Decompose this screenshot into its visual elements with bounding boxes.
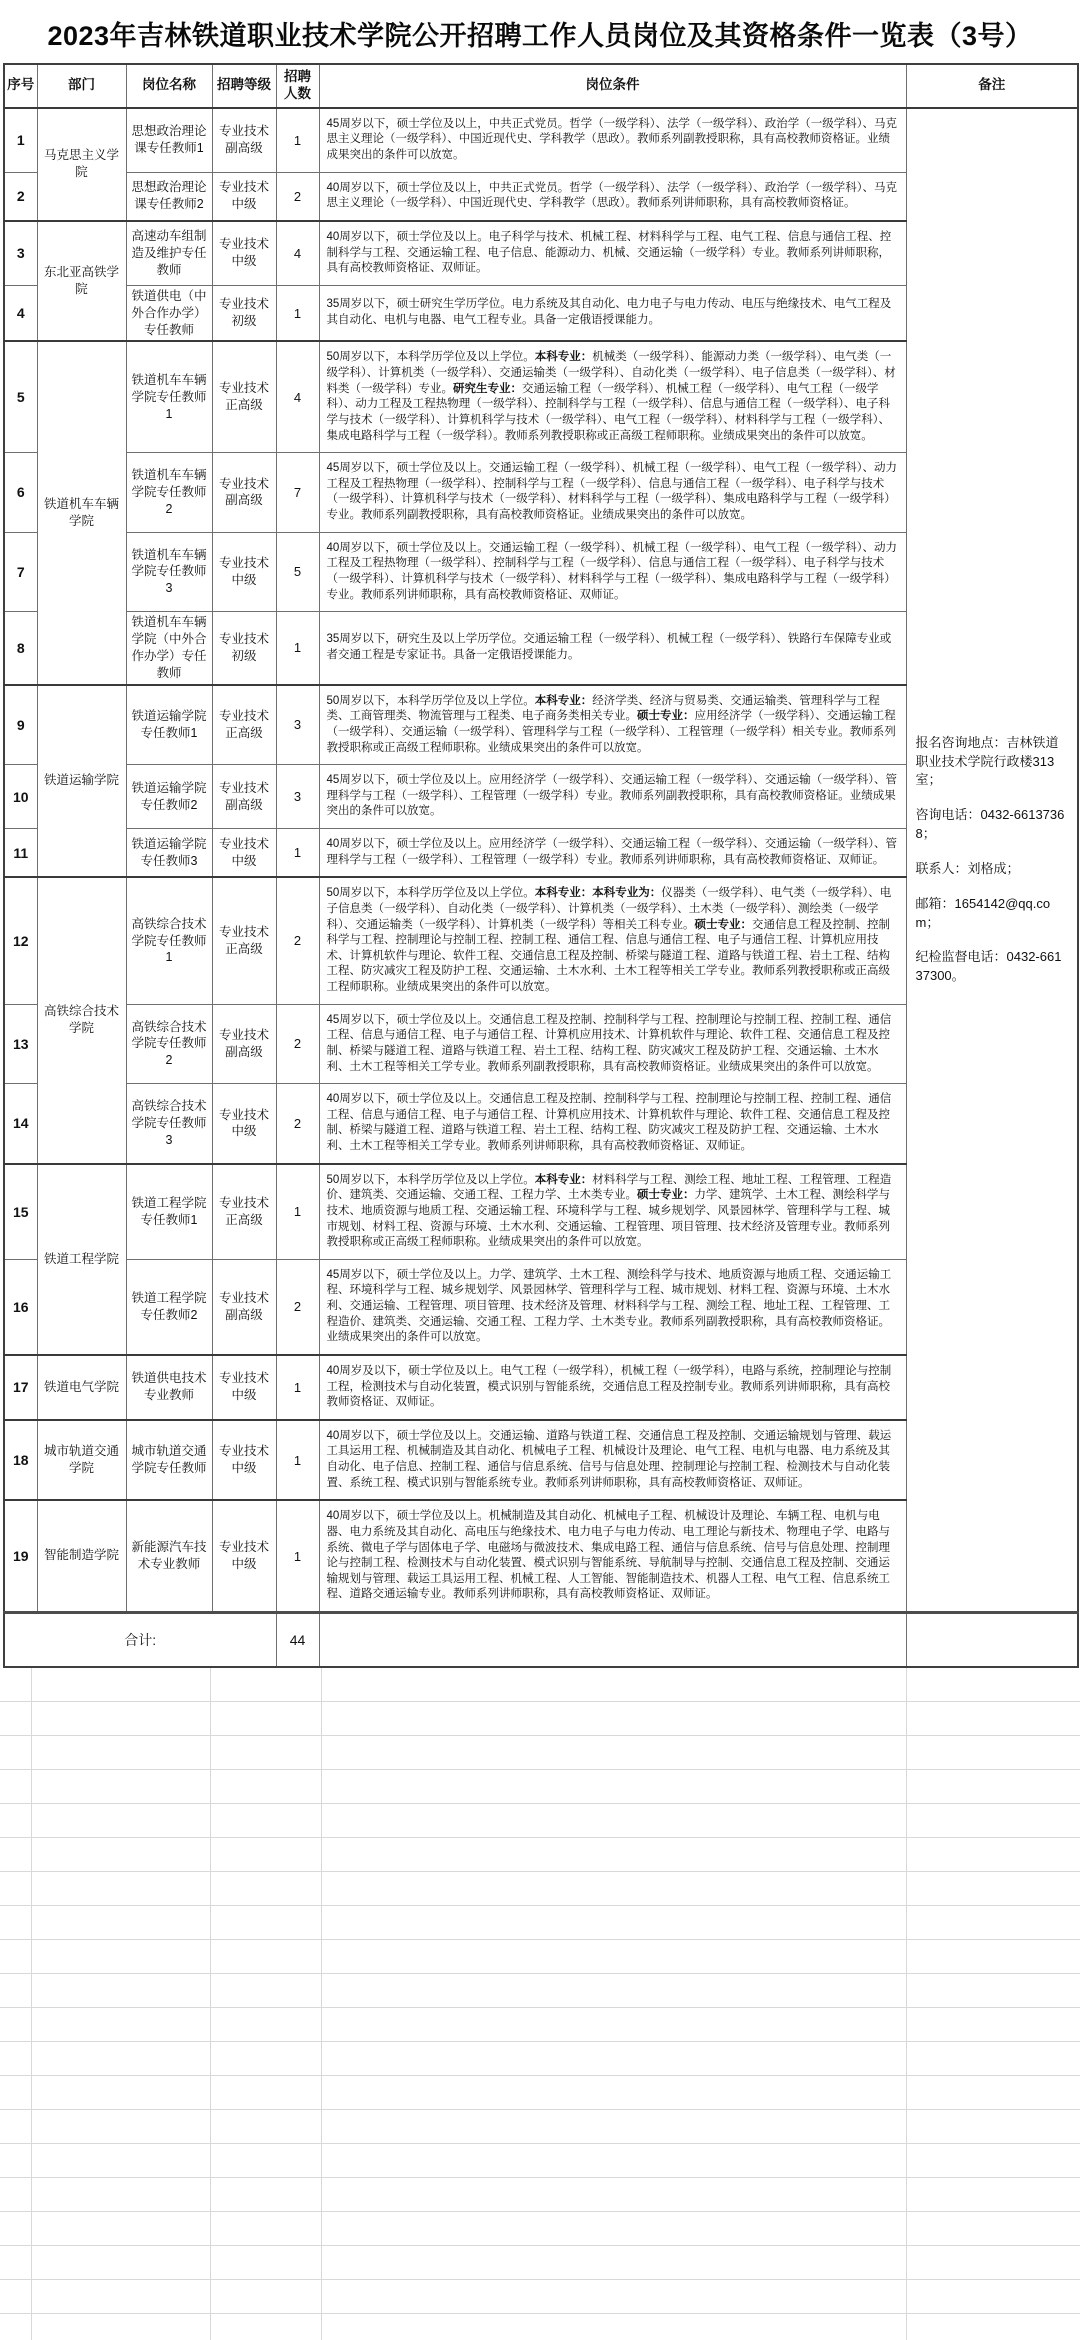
cell-recruit-level: 专业技术中级 (212, 221, 276, 285)
remark-paragraph: 咨询电话：0432-66137368； (915, 807, 1065, 842)
cell-position-name: 高铁综合技术学院专任教师2 (126, 1004, 212, 1084)
cell-position-condition: 35周岁以下，研究生及以上学历学位。交通运输工程（一级学科）、机械工程（一级学科）、铁路行车保障专业或者交通工程是专家证书。具备一定俄语授课能力。 (319, 612, 906, 685)
cell-department: 城市轨道交通学院 (37, 1420, 126, 1501)
cell-position-name: 铁道供电（中外合作办学）专任教师 (126, 285, 212, 341)
total-row (4, 1613, 1078, 1667)
cell-position-condition: 40周岁以下，硕士学位及以上。交通运输工程（一级学科）、机械工程（一级学科）、电气工程（一级学科）、动力工程及工程热物理（一级学科）、控制科学与工程（一级学科）、信息与通信工程（一级学科）、电子科学与技术（一级学科）、计算机科学与技术（一级学科）、材料科学与工程（一级学科）、集成电路科学与工程（一级学科）专业。教师系列讲师职称，具有高校教师资格证、双师证。 (319, 532, 906, 612)
cell-position-name: 铁道机车车辆学院专任教师2 (126, 453, 212, 533)
cell-recruit-level: 专业技术副高级 (212, 1004, 276, 1084)
cell-position-name: 思想政治理论课专任教师2 (126, 172, 212, 221)
cell-department: 铁道机车车辆学院 (37, 341, 126, 684)
cell-position-name: 铁道工程学院专任教师1 (126, 1164, 212, 1260)
col-header-count: 招聘人数 (276, 64, 319, 108)
total-empty-remark-cell (906, 1613, 1078, 1667)
cell-position-condition: 50周岁以下，本科学历学位及以上学位。本科专业：经济学类、经济与贸易类、交通运输类、管理科学与工程类、工商管理类、物流管理与工程类、电子商务类相关专业。硕士专业：应用经济学（一级学科）、交通运输工程（一级学科）、交通运输（一级学科）、管理科学与工程（一级学科）、工程管理（一级学科）相关专业。教师系列教授职称或正高级工程师职称。业绩成果突出的条件可以放宽。 (319, 685, 906, 765)
cell-recruit-count: 4 (276, 341, 319, 452)
cell-seq: 6 (4, 453, 37, 533)
cell-seq: 3 (4, 221, 37, 285)
table-body (4, 108, 1078, 1667)
position-row (4, 108, 1078, 172)
cell-position-name: 铁道机车车辆学院（中外合作办学）专任教师 (126, 612, 212, 685)
cell-recruit-level: 专业技术中级 (212, 1420, 276, 1501)
cell-recruit-count: 3 (276, 765, 319, 829)
cell-recruit-level: 专业技术中级 (212, 172, 276, 221)
grid-vline (31, 1668, 32, 2340)
cell-position-name: 高铁综合技术学院专任教师3 (126, 1084, 212, 1164)
cell-recruit-count: 3 (276, 685, 319, 765)
cell-recruit-level: 专业技术正高级 (212, 685, 276, 765)
cell-recruit-count: 1 (276, 1355, 319, 1420)
cell-department: 智能制造学院 (37, 1500, 126, 1612)
cell-position-condition: 45周岁以下，硕士学位及以上，中共正式党员。哲学（一级学科）、法学（一级学科）、政治学（一级学科）、马克思主义理论（一级学科）、中国近现代史、学科教学（思政）。教师系列副教授职称，具有高校教师资格证。业绩成果突出的条件可以放宽。 (319, 108, 906, 172)
cell-seq: 13 (4, 1004, 37, 1084)
cell-department: 铁道工程学院 (37, 1164, 126, 1355)
cell-seq: 18 (4, 1420, 37, 1501)
cell-seq: 12 (4, 877, 37, 1004)
cell-position-condition: 40周岁以下，硕士学位及以上。应用经济学（一级学科）、交通运输工程（一级学科）、交通运输（一级学科）、管理科学与工程（一级学科）、工程管理（一级学科）专业。教师系列讲师职称，具有高校教师资格证、双师证。 (319, 829, 906, 878)
cell-position-name: 铁道运输学院专任教师1 (126, 685, 212, 765)
cell-position-condition: 50周岁以下，本科学历学位及以上学位。本科专业：材料科学与工程、测绘工程、地址工程、工程管理、工程造价、建筑类、交通运输、交通工程、工程力学、土木类专业。硕士专业：力学、建筑学、土木工程、测绘科学与技术、地质资源与地质工程、交通运输工程、环境科学与工程、城乡规划学、风景园林学、管理科学与工程、城市规划、材料工程、资源与环境、土木水利、交通运输、工程管理、项目管理、技术经济及管理专业。教师系列教授职称或正高级工程师职称。业绩成果突出的条件可以放宽。 (319, 1164, 906, 1260)
grid-vline (906, 1668, 907, 2340)
cell-recruit-level: 专业技术正高级 (212, 341, 276, 452)
cell-position-condition: 40周岁及以下，硕士学位及以上。电气工程（一级学科），机械工程（一级学科），电路与系统，控制理论与控制工程，检测技术与自动化装置，模式识别与智能系统，交通信息工程及控制专业。教师系列讲师职称，具有高校教师资格证、双师证。 (319, 1355, 906, 1420)
cell-position-condition: 35周岁以下，硕士研究生学历学位。电力系统及其自动化、电力电子与电力传动、电压与绝缘技术、电气工程及其自动化、电机与电器、电气工程专业。具备一定俄语授课能力。 (319, 285, 906, 341)
remark-paragraph: 纪检监督电话：0432-66137300。 (915, 949, 1062, 984)
cell-recruit-level: 专业技术中级 (212, 829, 276, 878)
col-header-condition: 岗位条件 (319, 64, 906, 108)
cell-seq: 2 (4, 172, 37, 221)
cell-seq: 17 (4, 1355, 37, 1420)
remark-paragraph: 报名咨询地点：吉林铁道职业技术学院行政楼313室； (915, 734, 1059, 788)
total-label-cell: 合计: (4, 1613, 276, 1667)
cell-seq: 7 (4, 532, 37, 612)
col-header-position: 岗位名称 (126, 64, 212, 108)
cell-recruit-count: 2 (276, 1084, 319, 1164)
cell-position-name: 铁道机车车辆学院专任教师1 (126, 341, 212, 452)
cell-recruit-level: 专业技术副高级 (212, 765, 276, 829)
cell-position-condition: 45周岁以下，硕士学位及以上。交通信息工程及控制、控制科学与工程、控制理论与控制工程、控制工程、通信工程、信息与通信工程、电子与通信工程、计算机应用技术、计算机软件与理论、软件工程、交通信息工程及控制、桥梁与隧道工程、道路与铁道工程、岩土工程、结构工程、防灾减灾工程及防护工程、交通运输、土木水利、土木工程等相关工学专业。教师系列副教授职称，具有高校教师资格证。业绩成果突出的条件可以放宽。 (319, 1004, 906, 1084)
cell-recruit-level: 专业技术中级 (212, 1500, 276, 1612)
header-row (4, 64, 1078, 108)
cell-seq: 10 (4, 765, 37, 829)
cell-recruit-count: 1 (276, 285, 319, 341)
col-header-level: 招聘等级 (212, 64, 276, 108)
cell-position-condition: 50周岁以下，本科学历学位及以上学位。本科专业：机械类（一级学科）、能源动力类（一级学科）、电气类（一级学科）、计算机类（一级学科）、交通运输类（一级学科）、自动化类（一级学科）、电子信息类（一级学科）、材料类（一级学科）专业。研究生专业：交通运输工程（一级学科）、机械工程（一级学科）、电气工程（一级学科）、动力工程及工程热物理（一级学科）、控制科学与工程（一级学科）、信息与通信工程（一级学科）、电子科学与技术（一级学科）、计算机科学与技术（一级学科）、电气工程（一级学科）、材料科学与工程（一级学科）、集成电路科学与工程（一级学科）。教师系列教授职称或正高级工程师职称。业绩成果突出的条件可以放宽。 (319, 341, 906, 452)
cell-position-name: 高铁综合技术学院专任教师1 (126, 877, 212, 1004)
cell-seq: 16 (4, 1259, 37, 1355)
cell-recruit-level: 专业技术初级 (212, 285, 276, 341)
cell-recruit-level: 专业技术副高级 (212, 1259, 276, 1355)
cell-department: 铁道电气学院 (37, 1355, 126, 1420)
cell-recruit-count: 2 (276, 877, 319, 1004)
cell-recruit-count: 4 (276, 221, 319, 285)
grid-vline (210, 1668, 211, 2340)
cell-position-name: 高速动车组制造及维护专任教师 (126, 221, 212, 285)
cell-position-name: 铁道运输学院专任教师2 (126, 765, 212, 829)
cell-recruit-count: 1 (276, 612, 319, 685)
total-empty-condition-cell (319, 1613, 906, 1667)
col-header-department: 部门 (37, 64, 126, 108)
cell-position-name: 城市轨道交通学院专任教师 (126, 1420, 212, 1501)
grid-vline (321, 1668, 322, 2340)
col-header-remark: 备注 (906, 64, 1078, 108)
cell-recruit-count: 1 (276, 108, 319, 172)
cell-recruit-level: 专业技术中级 (212, 1355, 276, 1420)
recruitment-positions-table (3, 63, 1079, 1668)
cell-recruit-count: 2 (276, 172, 319, 221)
remark-paragraph: 联系人：刘格成； (915, 860, 1020, 876)
cell-recruit-count: 1 (276, 829, 319, 878)
cell-department: 高铁综合技术学院 (37, 877, 126, 1163)
cell-recruit-count: 1 (276, 1420, 319, 1501)
cell-seq: 4 (4, 285, 37, 341)
remark-paragraph: 邮箱：1654142@qq.com； (915, 895, 1051, 930)
cell-position-name: 铁道供电技术专业教师 (126, 1355, 212, 1420)
cell-position-condition: 40周岁以下，硕士学位及以上。机械制造及其自动化、机械电子工程、机械设计及理论、车辆工程、电机与电器、电力系统及其自动化、高电压与绝缘技术、电力电子与电力传动、电工理论与新技术、物理电子学、电路与系统、微电子学与固体电子学、电磁场与微波技术、集成电路工程、通信与信息系统、信号与信息处理、控制理论与控制工程、检测技术与自动化装置、模式识别与智能系统、导航制导与控制、交通信息工程及控制、交通运输规划与管理、载运工具运用工程、机械工程、人工智能、智能制造技术、机器人工程、电气工程、信息系统工程、道路交通运输专业。教师系列讲师职称，具有高校教师资格证、双师证。 (319, 1500, 906, 1612)
cell-position-name: 铁道工程学院专任教师2 (126, 1259, 212, 1355)
cell-position-condition: 45周岁以下，硕士学位及以上。力学、建筑学、土木工程、测绘科学与技术、地质资源与地质工程、交通运输工程、环境科学与工程、城乡规划学、风景园林学、管理科学与工程、城市规划、材料工程、资源与环境、土木水利、交通运输、工程管理、项目管理、技术经济及管理、材料科学与工程、测绘工程、地址工程、工程管理、工程造价、建筑类、交通运输、交通工程、工程力学、土木类专业。教师系列副教授职称，具有高校教师资格证。业绩成果突出的条件可以放宽。 (319, 1259, 906, 1355)
col-header-seq: 序号 (4, 64, 37, 108)
page-title: 2023年吉林铁道职业技术学院公开招聘工作人员岗位及其资格条件一览表（3号） (47, 21, 1033, 51)
cell-department: 东北亚高铁学院 (37, 221, 126, 342)
cell-seq: 1 (4, 108, 37, 172)
cell-seq: 14 (4, 1084, 37, 1164)
cell-recruit-count: 1 (276, 1164, 319, 1260)
cell-position-condition: 45周岁以下，硕士学位及以上。应用经济学（一级学科）、交通运输工程（一级学科）、交通运输（一级学科）、管理科学与工程（一级学科）、工程管理（一级学科）专业。教师系列副教授职称，具有高校教师资格证。业绩成果突出的条件可以放宽。 (319, 765, 906, 829)
cell-position-condition: 40周岁以下，硕士学位及以上。交通信息工程及控制、控制科学与工程、控制理论与控制工程、控制工程、通信工程、信息与通信工程、电子与通信工程、计算机应用技术、计算机软件与理论、软件工程、交通信息工程及控制、桥梁与隧道工程、道路与铁道工程、岩土工程、结构工程、防灾减灾工程及防护工程、交通运输、土木水利、土木工程等相关工学专业。教师系列讲师职称，具有高校教师资格证、双师证。 (319, 1084, 906, 1164)
empty-spreadsheet-area (0, 1668, 1080, 2340)
cell-position-name: 铁道运输学院专任教师3 (126, 829, 212, 878)
cell-seq: 11 (4, 829, 37, 878)
cell-recruit-level: 专业技术初级 (212, 612, 276, 685)
cell-position-condition: 40周岁以下，硕士学位及以上，中共正式党员。哲学（一级学科）、法学（一级学科）、政治学（一级学科）、马克思主义理论（一级学科）、中国近现代史、学科教学（思政）。教师系列讲师职称，具有高校教师资格证。 (319, 172, 906, 221)
cell-recruit-count: 5 (276, 532, 319, 612)
cell-department: 马克思主义学院 (37, 108, 126, 221)
cell-recruit-count: 2 (276, 1004, 319, 1084)
cell-recruit-level: 专业技术正高级 (212, 1164, 276, 1260)
cell-position-condition: 45周岁以下，硕士学位及以上。交通运输工程（一级学科）、机械工程（一级学科）、电气工程（一级学科）、动力工程及工程热物理（一级学科）、控制科学与工程（一级学科）、信息与通信工程（一级学科）、电子科学与技术（一级学科）、计算机科学与技术（一级学科）、材料科学与工程（一级学科）、集成电路科学与工程（一级学科）专业。教师系列副教授职称，具有高校教师资格证。业绩成果突出的条件可以放宽。 (319, 453, 906, 533)
cell-seq: 9 (4, 685, 37, 765)
cell-seq: 19 (4, 1500, 37, 1612)
remark-cell (906, 108, 1078, 1613)
cell-department: 铁道运输学院 (37, 685, 126, 878)
cell-position-condition: 50周岁以下，本科学历学位及以上学位。本科专业：本科专业为：仪器类（一级学科）、电气类（一级学科）、电子信息类（一级学科）、自动化类（一级学科）、计算机类（一级学科）、土木类（一级学科）、测绘类（一级学科）、交通运输类（一级学科）、计算机类（一级学科）等相关工科专业。硕士专业：交通信息工程及控制、控制科学与工程、控制理论与控制工程、控制工程、通信工程、信息与通信工程、电子与通信工程、计算机应用技术、计算机软件与理论、软件工程、交通信息工程及控制、桥梁与隧道工程、道路与铁道工程、岩土工程、结构工程、防灾减灾工程及防护工程、交通运输、土木水利、土木工程等相关工学专业。教师系列教授职称或正高级工程师职称。业绩成果突出的条件可以放宽。 (319, 877, 906, 1004)
cell-recruit-level: 专业技术中级 (212, 1084, 276, 1164)
cell-recruit-level: 专业技术副高级 (212, 453, 276, 533)
cell-recruit-level: 专业技术中级 (212, 532, 276, 612)
cell-position-condition: 40周岁以下，硕士学位及以上。电子科学与技术、机械工程、材料科学与工程、电气工程、信息与通信工程、控制科学与工程、交通运输工程、电子信息、能源动力、机械、交通运输（一级学科）专业。教师系列讲师职称，具有高校教师资格证、双师证。 (319, 221, 906, 285)
cell-position-name: 铁道机车车辆学院专任教师3 (126, 532, 212, 612)
cell-recruit-level: 专业技术正高级 (212, 877, 276, 1004)
cell-recruit-level: 专业技术副高级 (212, 108, 276, 172)
cell-recruit-count: 2 (276, 1259, 319, 1355)
cell-seq: 5 (4, 341, 37, 452)
cell-position-name: 思想政治理论课专任教师1 (126, 108, 212, 172)
cell-seq: 8 (4, 612, 37, 685)
cell-seq: 15 (4, 1164, 37, 1260)
cell-position-name: 新能源汽车技术专业教师 (126, 1500, 212, 1612)
cell-recruit-count: 1 (276, 1500, 319, 1612)
total-count-cell: 44 (276, 1613, 319, 1667)
cell-position-condition: 40周岁以下，硕士学位及以上。交通运输、道路与铁道工程、交通信息工程及控制、交通运输规划与管理、载运工具运用工程、机械制造及其自动化、机械电子工程、机械设计及理论、电气工程、电机与电器、电力系统及其自动化、电子信息、控制工程、通信与信息系统、信号与信息处理、控制理论与控制工程、检测技术与自动化装置、系统工程、模式识别与智能系统专业。教师系列讲师职称，具有高校教师资格证、双师证。 (319, 1420, 906, 1501)
cell-recruit-count: 7 (276, 453, 319, 533)
